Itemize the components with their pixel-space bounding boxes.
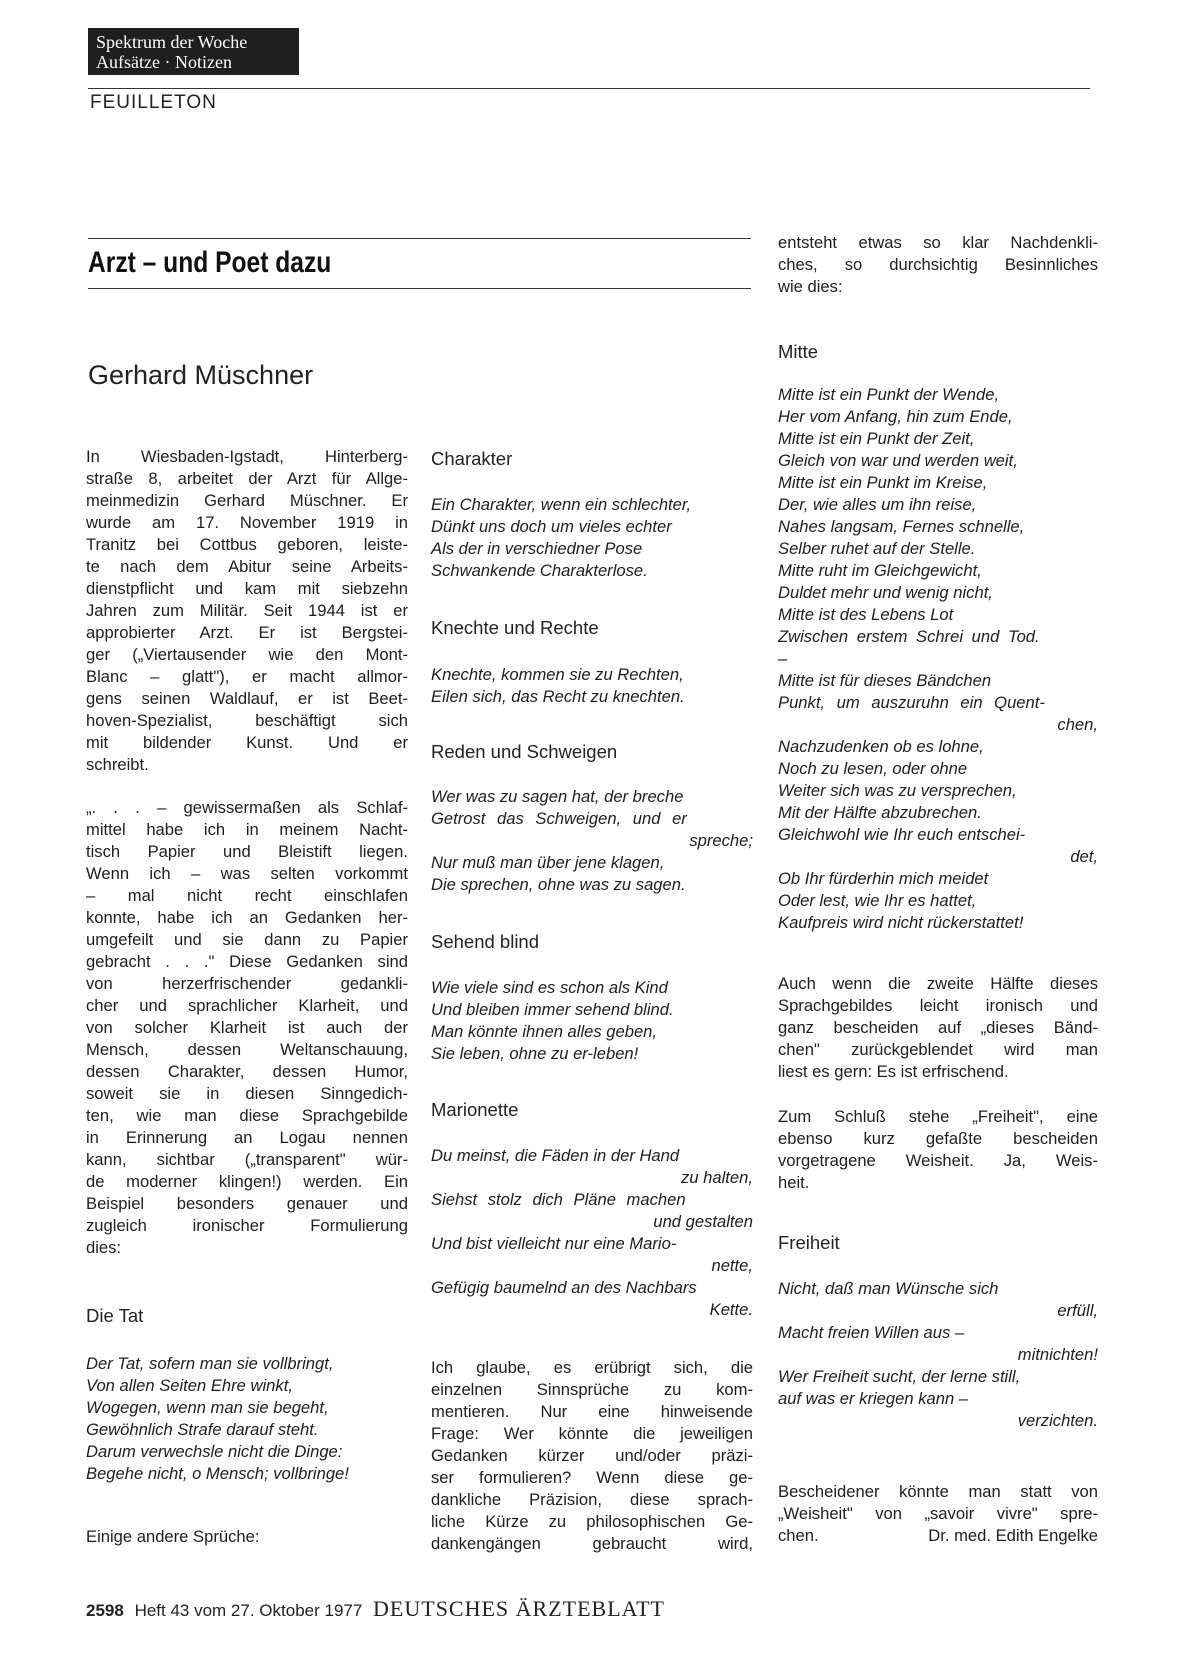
- poem-line: det,: [1070, 847, 1098, 866]
- poem-title-mitte: Mitte: [778, 341, 819, 362]
- poem-line: Nahes langsam, Fernes schnelle,: [778, 517, 1025, 536]
- text-line: mentieren. Nur eine hinweisende: [431, 1402, 753, 1421]
- text-line: liest es gern: Es ist erfrischend.: [778, 1062, 1009, 1081]
- poem-line: Duldet mehr und wenig nicht,: [778, 583, 993, 602]
- poem-line: Kaufpreis wird nicht rückerstattet!: [778, 913, 1024, 932]
- text-line: dessen Charakter, dessen Humor,: [86, 1062, 408, 1081]
- poem-line: Ob Ihr fürderhin mich meidet: [778, 869, 989, 888]
- text-line: Ich glaube, es erübrigt sich, die: [431, 1358, 753, 1377]
- poem-line: Gleichwohl wie Ihr euch entschei-: [778, 825, 1026, 844]
- poem-line: Begehe nicht, o Mensch; vollbringe!: [86, 1464, 349, 1483]
- poem-line: spreche;: [689, 831, 753, 850]
- poem-line: Gewöhnlich Strafe darauf steht.: [86, 1420, 319, 1439]
- poem-marionette: [431, 1145, 753, 1321]
- poem-title-knechte: Knechte und Rechte: [431, 617, 599, 638]
- quote-paragraph: [86, 797, 408, 1259]
- poem-line: Mitte ist ein Punkt im Kreise,: [778, 473, 988, 492]
- poem-line: verzichten.: [1017, 1411, 1098, 1430]
- poem-line: Du meinst, die Fäden in der Hand: [431, 1146, 680, 1165]
- text-line: Wenn ich – was selten vorkommt: [86, 864, 408, 883]
- text-line: hoven-Spezialist, beschäftigt sich: [86, 711, 408, 730]
- text-line: mit bildender Kunst. Und er: [86, 733, 408, 752]
- text-line: liche Kürze zu philosophischen Ge-: [431, 1512, 753, 1531]
- poem-line: Und bist vielleicht nur eine Mario-: [431, 1234, 677, 1253]
- poem-line: Mitte ruht im Gleichgewicht,: [778, 561, 982, 580]
- text-line: dankengängen gebraucht wird,: [431, 1534, 753, 1553]
- poem-line: Wer Freiheit sucht, der lerne still,: [778, 1367, 1021, 1386]
- text-line: wie dies:: [778, 277, 843, 296]
- poem-line: Selber ruhet auf der Stelle.: [778, 539, 976, 558]
- poem-line: Gefügig baumelnd an des Nachbars: [431, 1278, 697, 1297]
- poem-line: Siehst stolz dich Pläne machen: [431, 1190, 686, 1209]
- poem-line: Man könnte ihnen alles geben,: [431, 1022, 658, 1041]
- poem-line: Mitte ist ein Punkt der Zeit,: [778, 429, 975, 448]
- poem-line: Mitte ist für dieses Bändchen: [778, 671, 992, 690]
- poem-line: Weiter sich was zu versprechen,: [778, 781, 1017, 800]
- poem-line: Mitte ist des Lebens Lot: [778, 605, 954, 624]
- section-label-line-2: Aufsätze · Notizen: [96, 52, 232, 72]
- poem-line: Der Tat, sofern man sie vollbringt,: [86, 1354, 334, 1373]
- poem-line: Getrost das Schweigen, und er: [431, 809, 687, 828]
- text-line: In Wiesbaden-Igstadt, Hinterberg-: [86, 447, 408, 466]
- text-line: kann, sichtbar („transparent" wür-: [86, 1150, 408, 1169]
- text-line: ger („Viertausender wie den Mont-: [86, 645, 408, 664]
- poem-line: Nur muß man über jene klagen,: [431, 853, 665, 872]
- text-line: Mensch, dessen Weltanschauung,: [86, 1040, 408, 1059]
- text-line: cher und sprachlicher Klarheit, und: [86, 996, 408, 1015]
- text-line: ebenso kurz gefaßte bescheiden: [778, 1129, 1098, 1148]
- text-line: tisch Papier und Bleistift liegen.: [86, 842, 408, 861]
- poem-title-marionette: Marionette: [431, 1099, 519, 1120]
- poem-die-tat: [86, 1353, 408, 1485]
- poem-title-reden: Reden und Schweigen: [431, 741, 618, 762]
- text-line: umgefeilt und sie dann zu Papier: [86, 930, 408, 949]
- text-line: von solcher Klarheit ist auch der: [86, 1018, 408, 1037]
- continued-paragraph: [778, 232, 1098, 298]
- poem-title-freiheit: Freiheit: [778, 1232, 840, 1253]
- poem-charakter: [431, 494, 753, 582]
- poem-line: Her vom Anfang, hin zum Ende,: [778, 407, 1013, 426]
- text-line: schreibt.: [86, 755, 149, 774]
- poem-line: Oder lest, wie Ihr es hattet,: [778, 891, 977, 910]
- text-line: dienstpflicht und kam mit siebzehn: [86, 579, 408, 598]
- poem-line: Noch zu lesen, oder ohne: [778, 759, 968, 778]
- text-line: – mal nicht recht einschlafen: [86, 886, 408, 905]
- text-line: straße 8, arbeitet der Arzt für Allge-: [86, 469, 408, 488]
- text-line: Zum Schluß stehe „Freiheit", eine: [778, 1107, 1098, 1126]
- text-line: Auch wenn die zweite Hälfte dieses: [778, 974, 1098, 993]
- text-line: dies:: [86, 1238, 122, 1257]
- poem-line: Ein Charakter, wenn ein schlechter,: [431, 495, 692, 514]
- text-line: de moderner klingen!) werden. Ein: [86, 1172, 408, 1191]
- poem-freiheit: [778, 1278, 1098, 1432]
- poem-title-sehend: Sehend blind: [431, 931, 540, 952]
- text-line: konnte, habe ich an Gedanken her-: [86, 908, 408, 927]
- text-line: Tranitz bei Cottbus geboren, leiste-: [86, 535, 408, 554]
- poem-line: Wer was zu sagen hat, der breche: [431, 787, 684, 806]
- poem-line: Knechte, kommen sie zu Rechten,: [431, 665, 684, 684]
- closing-paragraph: [778, 1481, 1098, 1547]
- poem-line: Kette.: [709, 1300, 753, 1319]
- text-line: entsteht etwas so klar Nachdenkli-: [778, 233, 1098, 252]
- text-line: vorgetragene Weisheit. Ja, Weis-: [778, 1151, 1098, 1170]
- poem-line: und gestalten: [653, 1212, 753, 1231]
- text-line: ganz bescheiden auf „dieses Bänd-: [778, 1018, 1098, 1037]
- text-line: ches, so durchsichtig Besinnliches: [778, 255, 1098, 274]
- poem-line: Der, wie alles um ihn reise,: [778, 495, 977, 514]
- intro-paragraph: [86, 446, 408, 776]
- text-line: einzelnen Sinnsprüche zu kom-: [431, 1380, 753, 1399]
- text-line: Frage: Wer könnte die jeweiligen: [431, 1424, 753, 1443]
- commentary-paragraph-a: [778, 973, 1098, 1083]
- text-line: approbierter Arzt. Er ist Bergstei-: [86, 623, 408, 642]
- commentary-paragraph-b: [778, 1106, 1098, 1194]
- poem-line: Sie leben, ohne zu er-leben!: [431, 1044, 639, 1063]
- poem-sehend: [431, 977, 753, 1065]
- poem-line: zu halten,: [681, 1168, 753, 1187]
- text-line: Jahren zum Militär. Seit 1944 ist er: [86, 601, 408, 620]
- outro-line: Einige andere Sprüche:: [86, 1527, 260, 1546]
- commentary-paragraph: [431, 1357, 753, 1555]
- text-line: von herzerfrischender gedankli-: [86, 974, 408, 993]
- text-line: ser formulieren? Wenn diese ge-: [431, 1468, 753, 1487]
- category-label: FEUILLETON: [90, 92, 217, 113]
- text-line: chen" zurückgeblendet wird man: [778, 1040, 1098, 1059]
- text-line: wurde am 17. November 1919 in: [86, 513, 408, 532]
- publication-name: DEUTSCHES ÄRZTEBLATT: [373, 1596, 665, 1621]
- text-line: heit.: [778, 1173, 810, 1192]
- closing-signature-line: [778, 1525, 1098, 1547]
- article-title: Arzt – und Poet dazu: [88, 246, 332, 279]
- text-line: zugleich ironischer Formulierung: [86, 1216, 408, 1235]
- poem-line: Dünkt uns doch um vieles echter: [431, 517, 672, 536]
- column-2: [431, 0, 753, 1680]
- text-line: te nach dem Abitur seine Arbeits-: [86, 557, 408, 576]
- poem-line: Und bleiben immer sehend blind.: [431, 1000, 674, 1019]
- poem-line: Wie viele sind es schon als Kind: [431, 978, 668, 997]
- text-line: „. . . – gewissermaßen als Schlaf-: [86, 798, 408, 817]
- article-author: Gerhard Müschner: [88, 360, 314, 390]
- text-line: „Weisheit" von „savoir vivre" spre-: [778, 1504, 1098, 1523]
- text-line: gens seinen Waldlauf, er ist Beet-: [86, 689, 408, 708]
- poem-line: auf was er kriegen kann –: [778, 1389, 969, 1408]
- text-line: chen.: [778, 1526, 819, 1545]
- poem-line: Darum verwechsle nicht die Dinge:: [86, 1442, 343, 1461]
- page-footer: [86, 1596, 665, 1622]
- poem-line: –: [778, 649, 788, 668]
- poem-line: Nicht, daß man Wünsche sich: [778, 1279, 999, 1298]
- text-line: gebracht . . ." Diese Gedanken sind: [86, 952, 408, 971]
- poem-line: mitnichten!: [1017, 1345, 1098, 1364]
- text-line: ten, wie man diese Sprachgebilde: [86, 1106, 408, 1125]
- poem-line: Schwankende Charakterlose.: [431, 561, 648, 580]
- poem-line: Von allen Seiten Ehre winkt,: [86, 1376, 293, 1395]
- poem-reden: [431, 786, 753, 896]
- text-line: Sprachgebildes leicht ironisch und: [778, 996, 1098, 1015]
- column-3: [778, 0, 1098, 1680]
- poem-knechte: [431, 664, 753, 708]
- text-line: in Erinnerung an Logau nennen: [86, 1128, 408, 1147]
- poem-line: Mit der Hälfte abzubrechen.: [778, 803, 982, 822]
- poem-line: chen,: [1057, 715, 1098, 734]
- poem-line: Als der in verschiedner Pose: [431, 539, 643, 558]
- text-line: Bescheidener könnte man statt von: [778, 1482, 1098, 1501]
- poem-line: Zwischen erstem Schrei und Tod.: [778, 627, 1040, 646]
- poem-line: Punkt, um auszuruhn ein Quent-: [778, 693, 1045, 712]
- issue-info: Heft 43 vom 27. Oktober 1977: [134, 1601, 363, 1620]
- text-line: mittel habe ich in meinem Nacht-: [86, 820, 408, 839]
- poem-line: erfüll,: [1057, 1301, 1098, 1320]
- text-line: Blanc – glatt"), er macht allmor-: [86, 667, 408, 686]
- column-1: [86, 0, 408, 1680]
- poem-line: Mitte ist ein Punkt der Wende,: [778, 385, 1000, 404]
- text-line: dankliche Präzision, diese sprach-: [431, 1490, 753, 1509]
- page-number: 2598: [86, 1601, 124, 1620]
- text-line: soweit sie in diesen Sinngedich-: [86, 1084, 408, 1103]
- section-label-line-1: Spektrum der Woche: [96, 32, 248, 52]
- poem-line: Wogegen, wenn man sie begeht,: [86, 1398, 329, 1417]
- poem-line: Die sprechen, ohne was zu sagen.: [431, 875, 686, 894]
- poem-title-charakter: Charakter: [431, 448, 513, 469]
- poem-line: Gleich von war und werden weit,: [778, 451, 1018, 470]
- text-line: meinmedizin Gerhard Müschner. Er: [86, 491, 408, 510]
- poem-line: Nachzudenken ob es lohne,: [778, 737, 984, 756]
- text-line: Gedanken kürzer und/oder präzi-: [431, 1446, 753, 1465]
- text-line: Beispiel besonders genauer und: [86, 1194, 408, 1213]
- poem-line: Macht freien Willen aus –: [778, 1323, 965, 1342]
- poem-title-die-tat: Die Tat: [86, 1305, 144, 1326]
- poem-line: nette,: [711, 1256, 753, 1275]
- poem-mitte: [778, 384, 1098, 934]
- poem-line: Eilen sich, das Recht zu knechten.: [431, 687, 685, 706]
- author-signature: Dr. med. Edith Engelke: [928, 1526, 1098, 1545]
